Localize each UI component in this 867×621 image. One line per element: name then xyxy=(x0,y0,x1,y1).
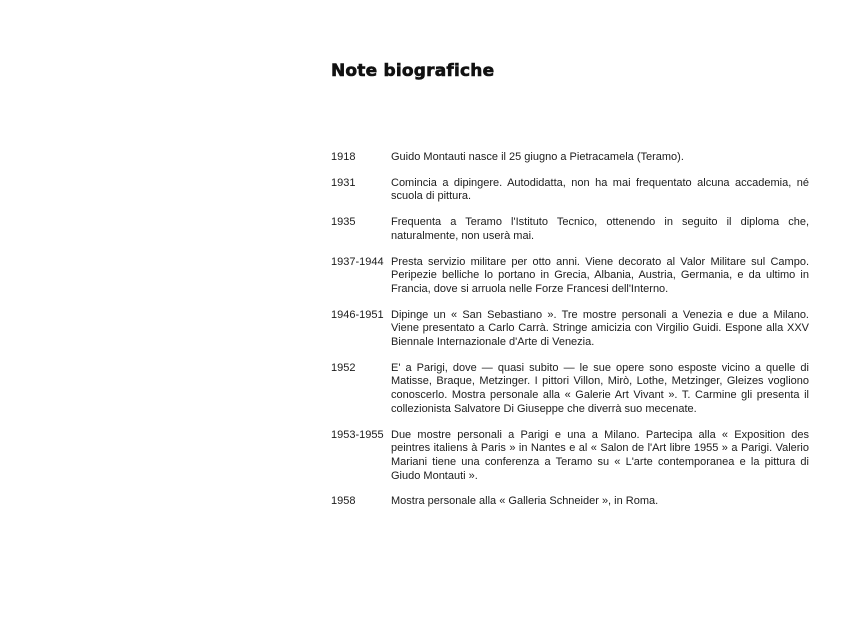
entry-year: 1935 xyxy=(331,216,356,229)
biography-entry xyxy=(331,495,809,509)
biography-entry xyxy=(331,151,809,165)
biography-list xyxy=(331,151,809,521)
biography-entry xyxy=(331,256,809,297)
entry-text: Mostra personale alla « Galleria Schneider », in Roma. xyxy=(391,495,659,508)
entry-text: Due mostre personali a Parigi e una a Milano. Partecipa alla « Exposition des peintres italiens à Paris » in Nantes e al « Salon de l'Art libre 1955 » a Parigi. Valerio Mariani tiene una conferenza a Teramo su « L'arte contemporanea e la pittura di Giudo Montauti ». xyxy=(391,428,809,482)
entry-text: Guido Montauti nasce il 25 giugno a Pietracamela (Teramo). xyxy=(391,151,684,163)
entry-year: 1931 xyxy=(331,176,356,189)
entry-year: 1958 xyxy=(331,495,356,508)
biography-entry xyxy=(331,362,809,417)
entry-text: Frequenta a Teramo l'Istituto Tecnico, ottenendo in seguito il diploma che, naturalmente, non userà mai. xyxy=(391,216,809,242)
entry-year: 1952 xyxy=(331,361,356,374)
biography-entry xyxy=(331,429,809,484)
entry-year: 1918 xyxy=(331,151,356,163)
entry-text: Presta servizio militare per otto anni. Viene decorato al Valor Militare sul Campo. Peripezie belliche lo portano in Grecia, Albania, Austria, Germania, e da ultimo in Francia, dove si arruola nelle Forze Francesi dell'Interno. xyxy=(391,255,809,295)
entry-text: Comincia a dipingere. Autodidatta, non ha mai frequentato alcuna accademia, né scuola di pittura. xyxy=(391,176,809,203)
entry-year: 1953-1955 xyxy=(331,428,384,441)
page-title: Note biografiche xyxy=(331,61,495,81)
entry-text: Dipinge un « San Sebastiano ». Tre mostre personali a Venezia e due a Milano. Viene presentato a Carlo Carrà. Stringe amicizia con Virgilio Guidi. Espone alla XXV Biennale Internazionale d'Arte di Venezia. xyxy=(391,308,809,349)
entry-year: 1937-1944 xyxy=(331,255,384,268)
entry-text: E' a Parigi, dove — quasi subito — le sue opere sono esposte vicino a quelle di Matisse, Braque, Metzinger. I pittori Villon, Mirò, Lothe, Metzinger, Gleizes vogliono conoscerlo. Mostra personale alla « Galerie Art Vivant ». T. Carmine gli presenta il collezionista Salvatore Di Giuseppe che diverrà suo mecenate. xyxy=(391,361,809,415)
biography-entry xyxy=(331,216,809,243)
biography-entry xyxy=(331,309,809,350)
biography-entry xyxy=(331,177,809,204)
entry-year: 1946-1951 xyxy=(331,308,384,321)
